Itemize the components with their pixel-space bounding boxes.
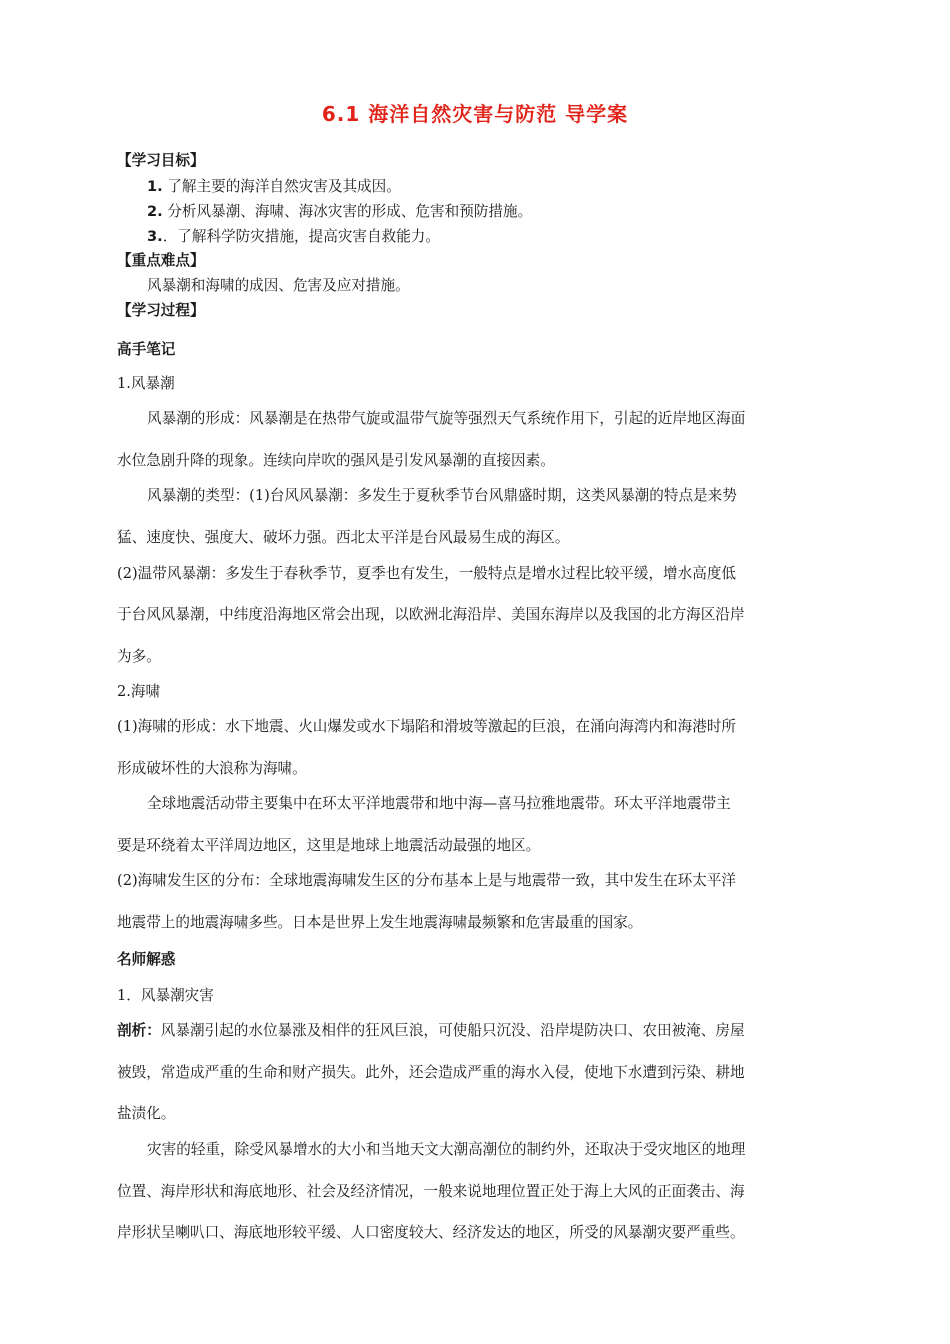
notes-para-6-line-2: 地震带上的地震海啸多些。日本是世界上发生地震海啸最频繁和危害最重的国家。: [117, 914, 643, 931]
notes-para-4-line-1: (1)海啸的形成：水下地震、火山爆发或水下塌陷和滑坡等激起的巨浪，在涌向海湾内和海港时所: [117, 718, 737, 735]
notes-para-4-line-2: 形成破坏性的大浪称为海啸。: [117, 760, 307, 777]
notes-para-3-line-1: (2)温带风暴潮：多发生于春秋季节，夏季也有发生，一般特点是增水过程比较平缓，增水高度低: [117, 565, 737, 582]
teacher-para-2-line-1: 灾害的轻重，除受风暴增水的大小和当地天文大潮高潮位的制约外，还取决于受灾地区的地理: [147, 1141, 746, 1158]
notes-para-1-line-1: 风暴潮的形成：风暴潮是在热带气旋或温带气旋等强烈天气系统作用下，引起的近岸地区海面: [147, 410, 746, 427]
objective-item-1: 1. 了解主要的海洋自然灾害及其成因。: [147, 178, 401, 195]
notes-heading: 高手笔记: [117, 341, 176, 358]
notes-para-1-line-2: 水位急剧升降的现象。连续向岸吹的强风是引发风暴潮的直接因素。: [117, 452, 555, 469]
notes-para-5-line-1: 全球地震活动带主要集中在环太平洋地震带和地中海—喜马拉雅地震带。环太平洋地震带主: [147, 795, 731, 812]
page-title: 6.1 海洋自然灾害与防范 导学案: [321, 102, 629, 126]
notes-section-2-title: 2.海啸: [117, 683, 161, 700]
notes-para-6-line-1: (2)海啸发生区的分布：全球地震海啸发生区的分布基本上是与地震带一致，其中发生在环太平洋: [117, 872, 737, 889]
teacher-section-1-title: 1．风暴潮灾害: [117, 987, 214, 1004]
key-points-heading: 【重点难点】: [117, 252, 205, 269]
notes-para-5-line-2: 要是环绕着太平洋周边地区，这里是地球上地震活动最强的地区。: [117, 837, 541, 854]
notes-para-3-line-2: 于台风风暴潮，中纬度沿海地区常会出现，以欧洲北海沿岸、美国东海岸以及我国的北方海区沿岸: [117, 606, 745, 623]
teacher-para-2-line-2: 位置、海岸形状和海底地形、社会及经济情况，一般来说地理位置正处于海上大风的正面袭击、海: [117, 1183, 745, 1200]
teacher-para-2-line-3: 岸形状呈喇叭口、海底地形较平缓、人口密度较大、经济发达的地区，所受的风暴潮灾要严重些。: [117, 1224, 745, 1241]
notes-para-2-line-1: 风暴潮的类型：(1)台风风暴潮：多发生于夏秋季节台风鼎盛时期，这类风暴潮的特点是来势: [147, 487, 737, 504]
objective-item-2: 2. 分析风暴潮、海啸、海冰灾害的形成、危害和预防措施。: [147, 203, 533, 220]
process-heading: 【学习过程】: [117, 302, 205, 319]
teacher-heading: 名师解惑: [117, 951, 176, 968]
teacher-para-1-line-1: 剖析：风暴潮引起的水位暴涨及相伴的狂风巨浪，可使船只沉没、沿岸堤防决口、农田被淹、房屋: [117, 1022, 745, 1039]
teacher-para-1-line-3: 盐渍化。: [117, 1105, 176, 1122]
notes-para-3-line-3: 为多。: [117, 648, 161, 665]
notes-para-2-line-2: 猛、速度快、强度大、破坏力强。西北太平洋是台风最易生成的海区。: [117, 529, 570, 546]
key-points-text: 风暴潮和海啸的成因、危害及应对措施。: [147, 277, 410, 294]
objective-item-3: 3.．了解科学防灾措施，提高灾害自救能力。: [147, 228, 440, 245]
teacher-para-1-line-2: 被毁，常造成严重的生命和财产损失。此外，还会造成严重的海水入侵，使地下水遭到污染、耕地: [117, 1064, 745, 1081]
objectives-heading: 【学习目标】: [117, 152, 205, 169]
analysis-label: 剖析：: [117, 1022, 161, 1039]
notes-section-1-title: 1.风暴潮: [117, 375, 175, 392]
